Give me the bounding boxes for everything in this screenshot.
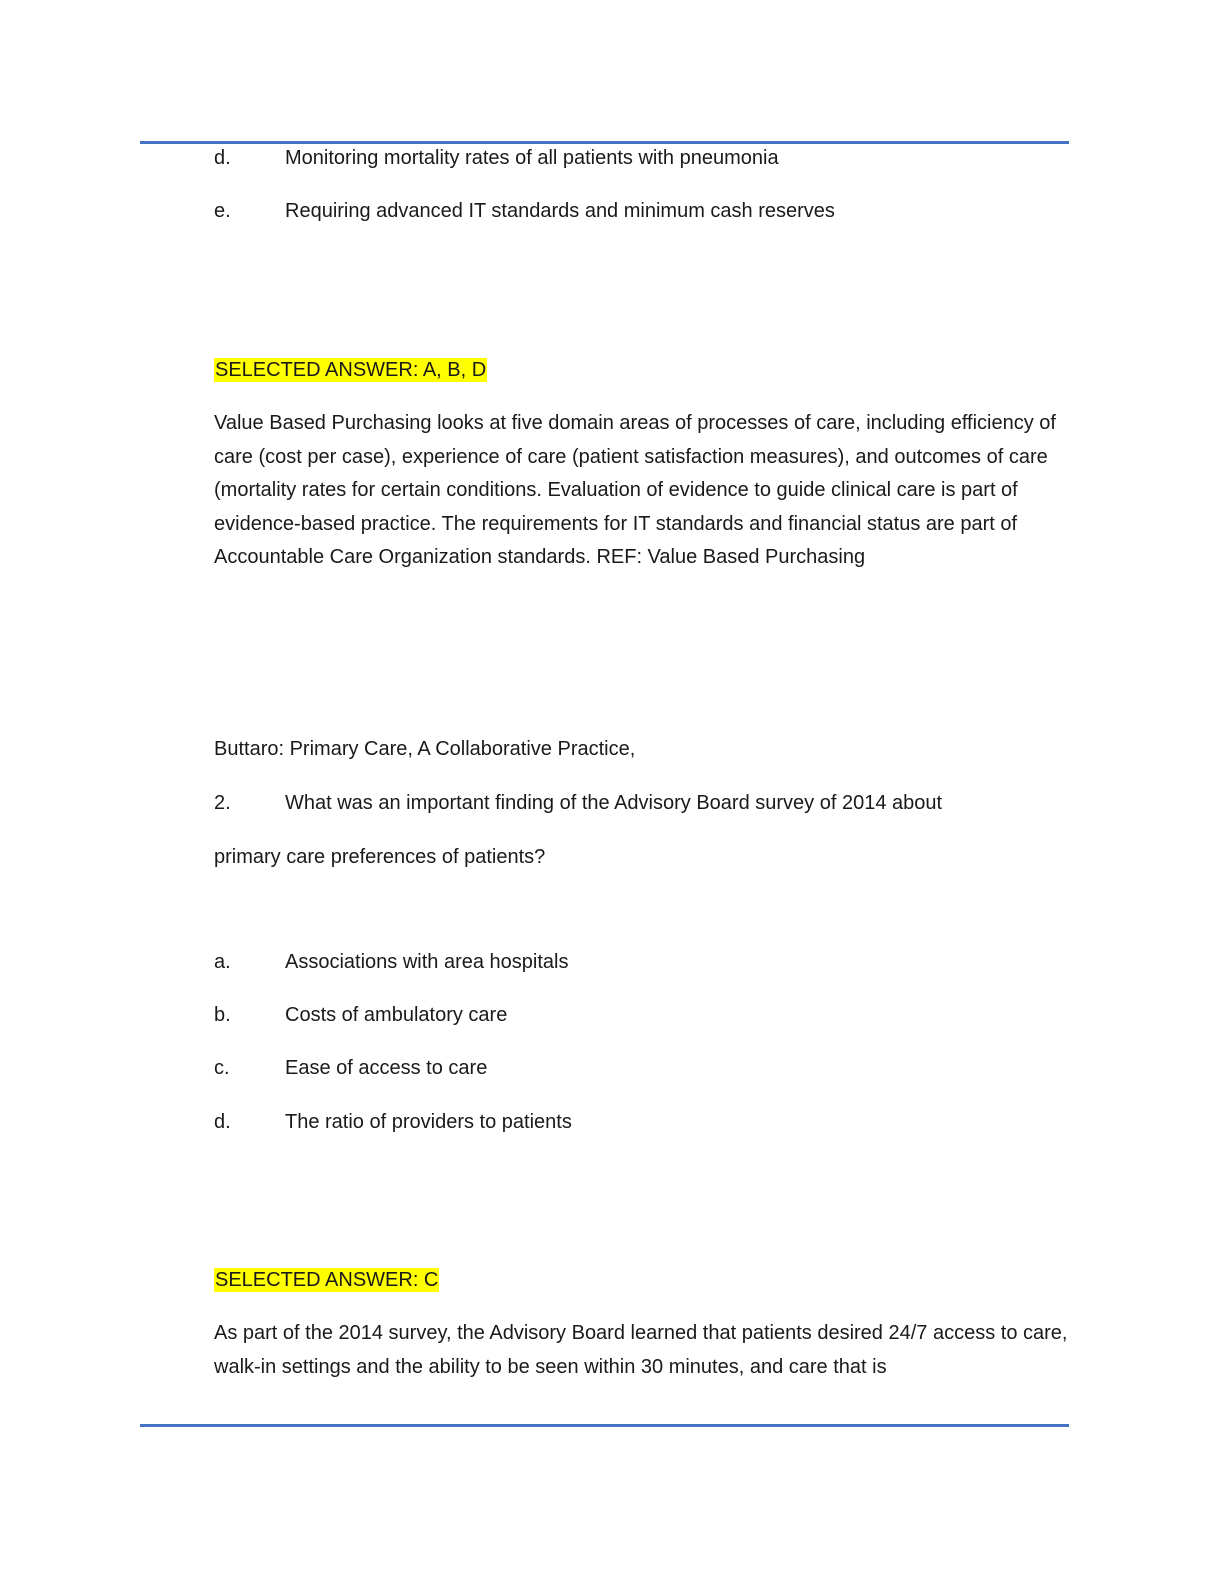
q2-option-c [214, 1056, 487, 1080]
q2-question [214, 791, 942, 815]
option-letter: e. [214, 200, 231, 222]
option-letter: a. [214, 951, 231, 973]
option-text: Costs of ambulatory care [285, 1004, 508, 1026]
selected-answer-highlight: SELECTED ANSWER: A, B, D [215, 359, 487, 381]
header-rule [140, 141, 1069, 144]
q2-source: Buttaro: Primary Care, A Collaborative Practice, [214, 738, 636, 760]
q2-selected-answer [214, 1268, 439, 1292]
q2-option-d [214, 1110, 572, 1134]
option-letter: d. [214, 147, 231, 169]
option-letter: b. [214, 1004, 231, 1026]
option-text: Monitoring mortality rates of all patients with pneumonia [285, 147, 779, 169]
question-number: 2. [214, 792, 231, 814]
option-letter: c. [214, 1057, 230, 1079]
q1-option-e [214, 199, 835, 223]
option-letter: d. [214, 1111, 231, 1133]
q1-rationale: Value Based Purchasing looks at five domain areas of processes of care, including efficiency of care (cost per case), experience of care (patient satisfaction measures), and outcomes of care (mortality rates for certain conditions. Evaluation of evidence to guide clinical care is part of evidence-based practice. The requirements for IT standards and financial status are part of Accountable Care Organization standards. REF: Value Based Purchasing [214, 412, 1056, 568]
selected-answer-highlight: SELECTED ANSWER: C [215, 1269, 439, 1291]
q2-option-b [214, 1003, 507, 1027]
option-text: The ratio of providers to patients [285, 1111, 572, 1133]
option-text: Ease of access to care [285, 1057, 488, 1079]
question-text-line1: What was an important finding of the Advisory Board survey of 2014 about [285, 792, 943, 814]
option-text: Requiring advanced IT standards and minimum cash reserves [285, 200, 835, 222]
q2-question-line2: primary care preferences of patients? [214, 846, 546, 868]
q1-selected-answer [214, 358, 487, 382]
q1-option-d [214, 146, 779, 170]
option-text: Associations with area hospitals [285, 951, 569, 973]
footer-rule [140, 1424, 1069, 1427]
q2-option-a [214, 950, 568, 974]
q2-rationale: As part of the 2014 survey, the Advisory Board learned that patients desired 24/7 access to care, walk-in settings and the ability to be seen within 30 minutes, and care that is [214, 1322, 1068, 1378]
